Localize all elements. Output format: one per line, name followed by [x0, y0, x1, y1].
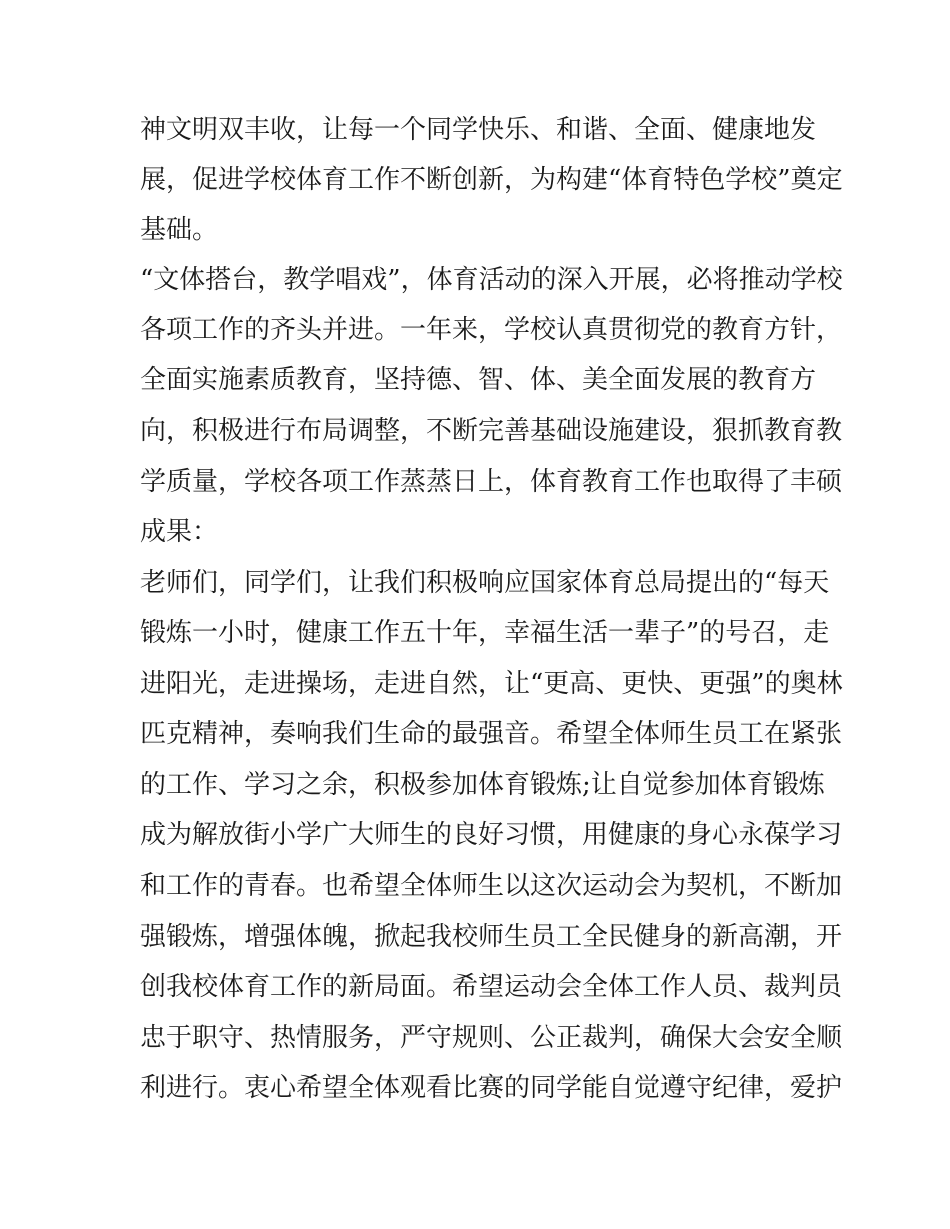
text-line: 和工作的青春。也希望全体师生以这次运动会为契机，不断加 [140, 871, 843, 901]
text-line: 成果： [140, 517, 219, 547]
text-line: 各项工作的齐头并进。一年来，学校认真贯彻党的教育方针， [140, 315, 843, 345]
text-line: 强锻炼，增强体魄，掀起我校师生员工全民健身的新高潮，开 [140, 922, 843, 952]
text-line: 创我校体育工作的新局面。希望运动会全体工作人员、裁判员 [140, 972, 843, 1002]
text-line: 学质量，学校各项工作蒸蒸日上，体育教育工作也取得了丰硕 [140, 467, 843, 497]
text-line: 神文明双丰收，让每一个同学快乐、和谐、全面、健康地发 [140, 115, 817, 145]
text-line: 匹克精神，奏响我们生命的最强音。希望全体师生员工在紧张 [140, 719, 843, 749]
text-line: 基础。 [140, 215, 219, 245]
text-line: 全面实施素质教育，坚持德、智、体、美全面发展的教育方 [140, 365, 817, 395]
text-line: 成为解放街小学广大师生的良好习惯，用健康的身心永葆学习 [140, 820, 843, 850]
text-line: 锻炼一小时，健康工作五十年，幸福生活一辈子”的号召，走 [140, 618, 830, 648]
text-line: 老师们，同学们，让我们积极响应国家体育总局提出的“每天 [140, 568, 830, 598]
text-line: 利进行。衷心希望全体观看比赛的同学能自觉遵守纪律，爱护 [140, 1073, 843, 1103]
text-line: 向，积极进行布局调整，不断完善基础设施建设，狠抓教育教 [140, 416, 843, 446]
text-line: 忠于职守、热情服务，严守规则、公正裁判，确保大会安全顺 [140, 1023, 843, 1053]
text-line: 展，促进学校体育工作不断创新，为构建“体育特色学校”奠定 [140, 165, 843, 195]
text-line: 进阳光，走进操场，走进自然，让“更高、更快、更强”的奥林 [140, 669, 843, 699]
text-line: “文体搭台，教学唱戏”，体育活动的深入开展，必将推动学校 [140, 265, 843, 295]
text-line: 的工作、学习之余，积极参加体育锻炼;让自觉参加体育锻炼 [140, 770, 825, 800]
